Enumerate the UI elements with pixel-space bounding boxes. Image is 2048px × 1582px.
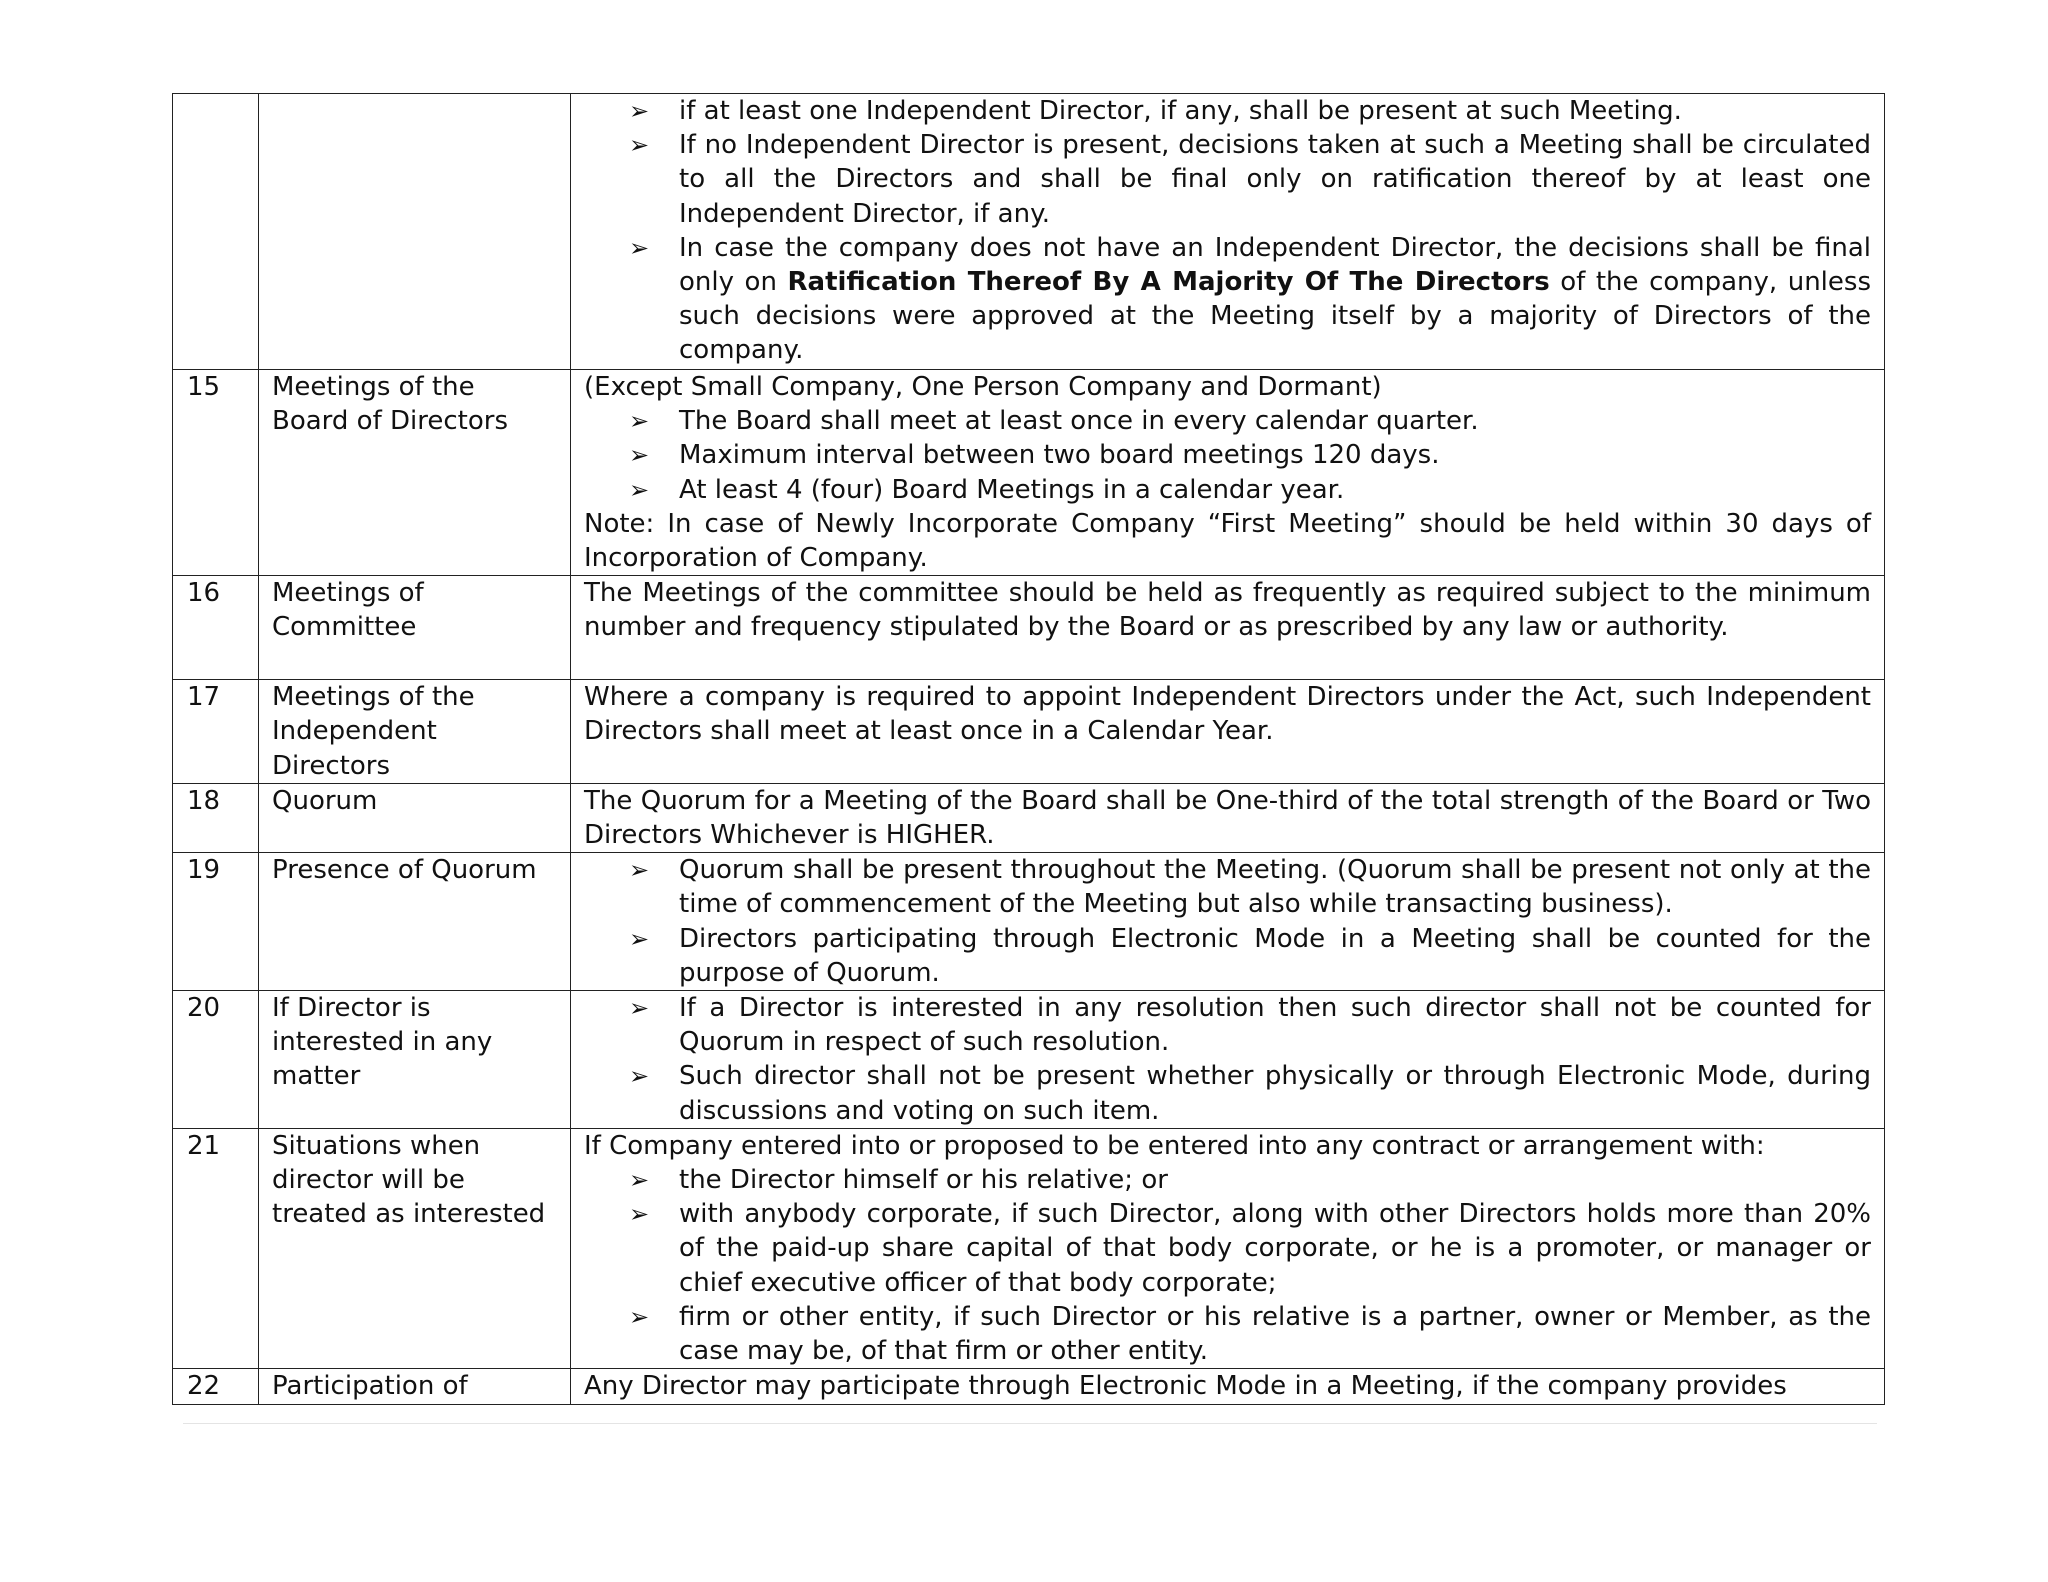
table-row xyxy=(173,783,1885,852)
row-number: 17 xyxy=(173,680,259,784)
table-row xyxy=(173,576,1885,680)
bullet-text: The Board shall meet at least once in every calendar quarter. xyxy=(679,406,1479,437)
row-provision xyxy=(571,991,1885,1129)
table-row xyxy=(173,370,1885,576)
row-provision xyxy=(571,94,1885,370)
list-item xyxy=(629,128,1871,231)
list-item xyxy=(629,991,1871,1059)
arrow-bullet-icon: ➢ xyxy=(629,1062,650,1091)
emphasis-text: Ratification Thereof By A Majority Of The Directors xyxy=(787,267,1550,298)
row-topic: If Director is interested in any matter xyxy=(259,991,571,1129)
row-number: 20 xyxy=(173,991,259,1129)
row-topic: Situations when director will be treated as interested xyxy=(259,1128,571,1368)
list-item xyxy=(629,1059,1871,1127)
list-item xyxy=(629,922,1871,990)
row-topic: Meetings of Committee xyxy=(259,576,571,680)
bullet-text: the Director himself or his relative; or xyxy=(679,1165,1168,1196)
list-item xyxy=(629,231,1871,368)
arrow-bullet-icon: ➢ xyxy=(629,856,650,885)
arrow-bullet-icon: ➢ xyxy=(629,97,650,125)
list-item xyxy=(629,1197,1871,1300)
arrow-bullet-icon: ➢ xyxy=(629,994,650,1023)
row-topic: Meetings of the Board of Directors xyxy=(259,370,571,576)
provision-text: (Except Small Company, One Person Company and Dormant) xyxy=(584,372,1382,402)
arrow-bullet-icon: ➢ xyxy=(629,407,650,436)
list-item xyxy=(629,853,1871,921)
bullet-text: Such director shall not be present whether physically or through Electronic Mode, during discussions and voting on such item. xyxy=(679,1061,1871,1126)
bullet-text: Maximum interval between two board meetings 120 days. xyxy=(679,440,1440,471)
bullet-list xyxy=(584,991,1871,1128)
provision-text: If Company entered into or proposed to be entered into any contract or arrangement with: xyxy=(584,1130,1765,1161)
provisions-table xyxy=(172,93,1885,1405)
bullet-text: Quorum shall be present throughout the Meeting. (Quorum shall be present not only at the time of commencement of the Meeting but also while transacting business). xyxy=(679,855,1871,920)
table-row xyxy=(173,680,1885,784)
provision-text: The Quorum for a Meeting of the Board shall be One-third of the total strength of the Board or Two Directors Whichever is HIGHER. xyxy=(584,785,1871,851)
row-provision xyxy=(571,1128,1885,1368)
list-item xyxy=(629,438,1871,472)
row-number: 21 xyxy=(173,1128,259,1368)
arrow-bullet-icon: ➢ xyxy=(629,1302,650,1331)
bullet-text: At least 4 (four) Board Meetings in a calendar year. xyxy=(679,474,1345,505)
provision-text: The Meetings of the committee should be held as frequently as required subject to the minimum number and frequency stipulated by the Board or as prescribed by any law or authority. xyxy=(584,578,1871,643)
row-provision xyxy=(571,370,1885,576)
arrow-bullet-icon: ➢ xyxy=(629,1166,650,1195)
bullet-text: If a Director is interested in any resolution then such director shall not be counted for Quorum in respect of such resolution. xyxy=(679,993,1871,1058)
table-row xyxy=(173,1369,1885,1405)
row-number: 16 xyxy=(173,576,259,680)
row-topic: Meetings of the Independent Directors xyxy=(259,680,571,784)
provision-text: Where a company is required to appoint Independent Directors under the Act, such Independent Directors shall meet at least once in a Calendar Year. xyxy=(584,682,1871,747)
list-item xyxy=(629,404,1871,438)
table-row xyxy=(173,991,1885,1129)
provision-text: Any Director may participate through Electronic Mode in a Meeting, if the company provides xyxy=(584,1371,1787,1402)
table-row xyxy=(173,94,1885,370)
row-provision xyxy=(571,680,1885,784)
row-number: 15 xyxy=(173,370,259,576)
row-number: 19 xyxy=(173,853,259,991)
arrow-bullet-icon: ➢ xyxy=(629,131,650,160)
bullet-text: if at least one Independent Director, if any, shall be present at such Meeting. xyxy=(679,96,1682,126)
row-provision xyxy=(571,853,1885,991)
row-provision xyxy=(571,576,1885,680)
arrow-bullet-icon: ➢ xyxy=(629,1200,650,1229)
row-number: 18 xyxy=(173,783,259,852)
bullet-text: Directors participating through Electronic Mode in a Meeting shall be counted for the purpose of Quorum. xyxy=(679,923,1871,988)
provision-note: Note: In case of Newly Incorporate Company “First Meeting” should be held within 30 days of Incorporation of Company. xyxy=(584,508,1871,574)
row-provision xyxy=(571,783,1885,852)
bullet-text: of the company, unless such decisions were approved at the Meeting itself by a majority of Directors of the company. xyxy=(679,267,1871,366)
bullet-list xyxy=(584,853,1871,990)
row-topic: Presence of Quorum xyxy=(259,853,571,991)
arrow-bullet-icon: ➢ xyxy=(629,924,650,953)
row-topic: Participation of xyxy=(259,1369,571,1405)
arrow-bullet-icon: ➢ xyxy=(629,233,650,262)
bullet-text: with anybody corporate, if such Director, along with other Directors holds more than 20% of the paid-up share capital of that body corporate, or he is a promoter, or manager or chief executive officer of that body corporate; xyxy=(679,1199,1871,1298)
footer-divider xyxy=(183,1423,1877,1424)
bullet-list xyxy=(584,94,1871,368)
list-item xyxy=(629,94,1871,128)
arrow-bullet-icon: ➢ xyxy=(629,475,650,504)
row-topic xyxy=(259,94,571,370)
table-row xyxy=(173,853,1885,991)
arrow-bullet-icon: ➢ xyxy=(629,441,650,470)
row-number xyxy=(173,94,259,370)
row-topic: Quorum xyxy=(259,783,571,852)
bullet-text: If no Independent Director is present, decisions taken at such a Meeting shall be circulated to all the Directors and shall be final only on ratification thereof by at least one Independent Director, if any. xyxy=(679,130,1871,229)
list-item xyxy=(629,1163,1871,1197)
bullet-list xyxy=(584,404,1871,507)
bullet-text: firm or other entity, if such Director or his relative is a partner, owner or Member, as the case may be, of that firm or other entity. xyxy=(679,1301,1871,1367)
row-provision xyxy=(571,1369,1885,1405)
bullet-text: In case the company does not have an Independent Director, the decisions shall be final only on xyxy=(679,232,1871,298)
bullet-list xyxy=(584,1163,1871,1368)
list-item xyxy=(629,473,1871,507)
table-row xyxy=(173,1128,1885,1368)
list-item xyxy=(629,1300,1871,1368)
row-number: 22 xyxy=(173,1369,259,1405)
